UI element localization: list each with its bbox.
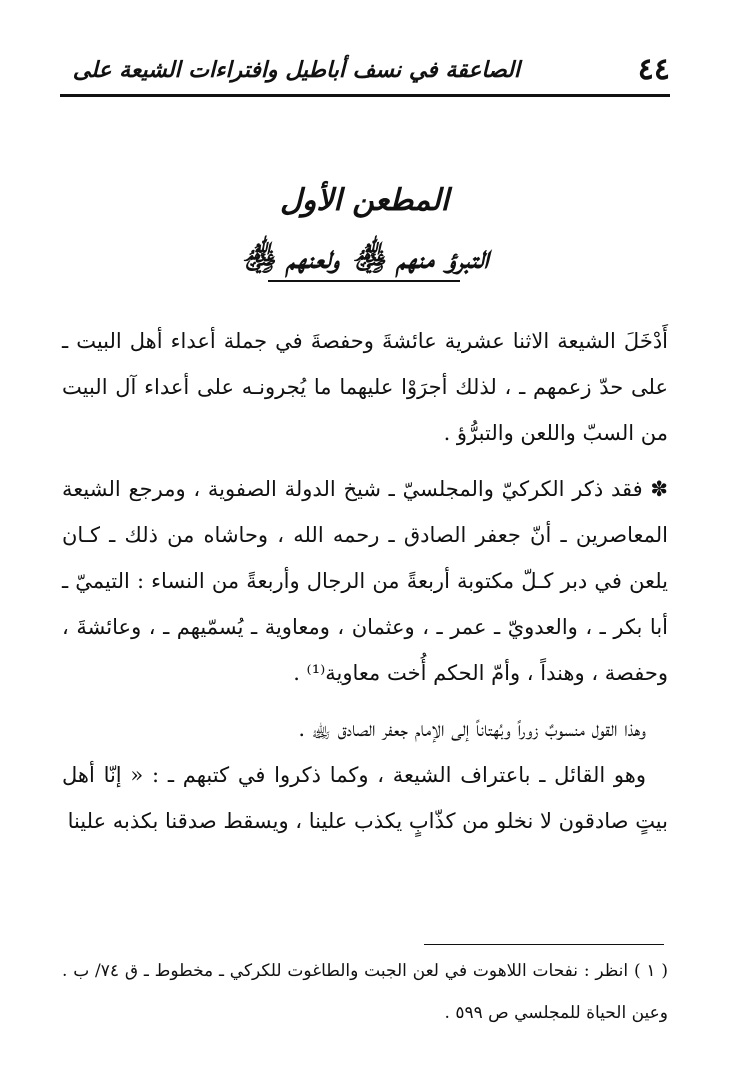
paragraph: وهذا القول منسوبٌ زوراً وبُهتاناً إلى الإمام جعفر الصادق ﵀ . <box>298 717 646 741</box>
body-text <box>62 318 668 844</box>
footnote-rule <box>424 944 664 945</box>
footnote-text: ( ١ ) انظر : نفحات اللاهوت في لعن الجبت والطاغوت للكركي ـ مخطوط ـ ق ٧٤/ ب . وعين الحياة للمجلسي ص ٥٩٩ . <box>62 961 668 1023</box>
header-rule <box>60 94 670 97</box>
running-title: الصاعقة في نسف أباطيل وافتراءات الشيعة على <box>72 57 520 83</box>
paragraph: ✽ فقد ذكر الكركيّ والمجلسيّ ـ شيخ الدولة الصفوية ، ومرجع الشيعة المعاصرين ـ أنّ جعفر الصادق ـ رحمه الله ، وحاشاه من ذلك ـ كـان يلعن في دبر كـلّ مكتوبة أربعةً من الرجال وأربعةً من النساء : التيميّ ـ أبا بكر ـ ، والعدويّ ـ عمر ـ ، وعثمان ، ومعاوية ـ يُسمّيهم ـ ، وعائشةَ ، وحفصة ، وهنداً ، وأمّ الحكم أُخت معاوية⁽¹⁾ . <box>62 477 668 685</box>
section-subtitle: التبرؤ منهم ﵃ ولعنهم ﵃ <box>240 238 489 276</box>
paragraph: أَدْخَلَ الشيعة الاثنا عشرية عائشةَ وحفصةَ في جملة أعداء أهل البيت ـ على حدّ زعمهم ـ ، لذلك أجرَوْا عليهما ما يُجرونـه على أعداء آل البيت من السبّ واللعن والتبرُّؤ . <box>62 329 668 445</box>
section-title: المطعن الأول <box>280 183 449 218</box>
title-underline <box>268 280 460 282</box>
page-number: ٤٤ <box>637 52 670 87</box>
paragraph: وهو القائل ـ باعتراف الشيعة ، وكما ذكروا في كتبهم ـ : « إنّا أهل بيتٍ صادقون لا نخلو من كذّابٍ يكذب علينا ، ويسقط صدقنا بكذبه علينا <box>62 763 668 833</box>
page-header <box>60 48 670 98</box>
footnote <box>62 950 668 1034</box>
